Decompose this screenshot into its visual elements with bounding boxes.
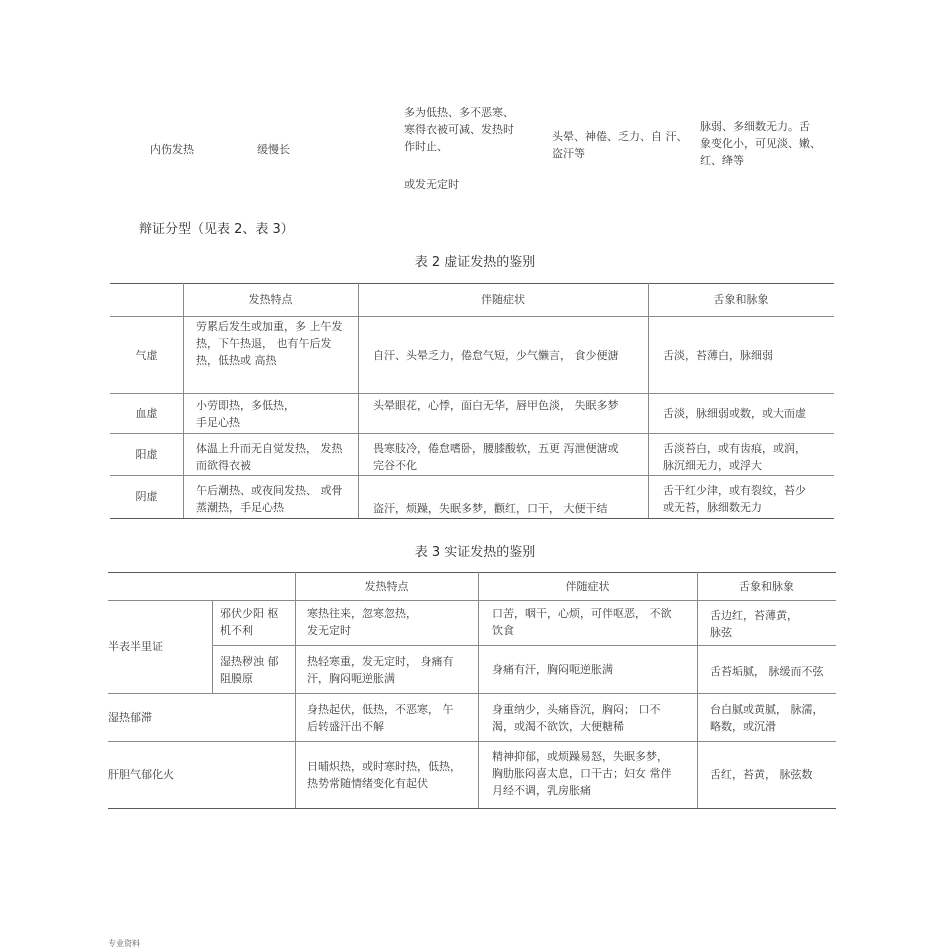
table3-row-fever: 寒热往来，忽寒忽热， 发无定时	[307, 607, 417, 637]
table3-row-tongue: 舌红，苔黄， 脉弦数	[710, 768, 813, 781]
table3-row-fever: 热轻寒重，发无定时， 身痛有 汗，胸闷呃逆胀满	[307, 655, 454, 685]
table3-caption: 表 3 实证发热的鉴别	[414, 545, 536, 560]
table3-row-fever: 日晡炽热，或时寒时热，低热， 热势常随情绪变化有起伏	[307, 760, 461, 790]
top-row-tongue-pulse: 脉弱、多细数无力。舌 象变化小，可见淡、嫩、 红、绛等	[700, 120, 821, 167]
table3-row-tongue: 舌边红，苔薄黄， 脉弦	[710, 609, 798, 639]
table2-row-tongue: 舌淡，苔薄白，脉细弱	[663, 349, 773, 362]
table2-row-rule	[110, 475, 834, 476]
table3-header-fever: 发热特点	[364, 580, 409, 593]
table2-row-type: 血虚	[135, 407, 158, 420]
table2-row-symptoms: 畏寒肢冷，倦怠嗜卧，腰膝酸软，五更 泻泄便溏或 完谷不化	[373, 442, 619, 472]
table2-row-fever: 午后潮热、或夜间发热、 或骨 蒸潮热，手足心热	[196, 484, 343, 514]
table2-row-tongue: 舌干红少津，或有裂纹，苔少 或无苔，脉细数无力	[663, 484, 806, 514]
top-row-fever-extra: 或发无定时	[404, 178, 459, 191]
table3-header-rule	[108, 600, 836, 601]
table3-row-rule	[212, 645, 836, 646]
table3-top-rule	[108, 572, 836, 573]
table3-col-rule	[212, 600, 213, 693]
table2-col-rule	[358, 283, 359, 518]
table2-row-rule	[110, 393, 834, 394]
table3-row-type: 湿热秽浊 郁 阻膜原	[220, 655, 279, 685]
page-footer: 专业资料	[108, 939, 140, 948]
table2-row-rule	[110, 433, 834, 434]
table3-row-type: 湿热郁滞	[108, 711, 152, 724]
table3-col-rule	[478, 572, 479, 808]
table3-row-tongue: 台白腻或黄腻， 脉濡， 略数，或沉滑	[710, 703, 824, 733]
table3-header-symptoms: 伴随症状	[565, 580, 610, 593]
table3-row-type: 邪伏少阳 枢 机不利	[220, 607, 279, 637]
table3-row-tongue: 舌苔垢腻， 脉缓而不弦	[710, 665, 824, 678]
table3-row-rule	[108, 741, 836, 742]
table3-row-symptoms: 精神抑郁，或烦躁易怒，失眠多梦， 胸肋胀闷喜太息，口干古；妇女 常伴 月经不调，乳房胀痛	[492, 750, 672, 797]
table3-row-fever: 身热起伏，低热，不恶寒， 午 后转盛汗出不解	[307, 703, 454, 733]
table2-row-symptoms: 盗汗，烦躁，失眠多梦，颧红，口干， 大便干结	[373, 502, 608, 515]
table2-row-type: 气虚	[135, 349, 158, 362]
table2-col-rule	[648, 283, 649, 518]
table2-header-symptoms: 伴随症状	[481, 293, 525, 306]
table3-row-symptoms: 身痛有汗，胸闷呃逆胀满	[492, 663, 613, 676]
table2-bottom-rule	[110, 518, 834, 519]
top-row-onset: 缓慢长	[257, 143, 290, 156]
table3-row-type: 肝胆气郁化火	[108, 768, 174, 781]
table2-row-type: 阳虚	[135, 448, 158, 461]
top-row-fever: 多为低热、多不恶寒、 寒得衣被可减、发热时 作时止、	[404, 106, 514, 153]
table2-row-symptoms: 头晕眼花，心悸，面白无华，唇甲色淡， 失眠多梦	[373, 399, 619, 412]
table2-row-tongue: 舌淡苔白，或有齿痕，或润， 脉沉细无力，或浮大	[663, 442, 806, 472]
table2-row-fever: 体温上升而无自觉发热， 发热 而欲得衣被	[196, 442, 343, 472]
section-heading: 辩证分型（见表 2、表 3）	[139, 222, 294, 237]
table2-row-symptoms: 自汗、头晕乏力，倦怠气短，少气懒言， 食少便溏	[373, 349, 619, 362]
table3-header-tongue: 舌象和脉象	[739, 580, 794, 593]
top-row-symptoms: 头晕、神倦、乏力、自 汗、 盗汗等	[552, 130, 688, 160]
table3-col-rule	[295, 572, 296, 808]
top-row-name: 内伤发热	[150, 143, 194, 156]
table3-col-rule	[697, 572, 698, 808]
table2-caption: 表 2 虚证发热的鉴别	[414, 255, 536, 270]
table2-top-rule	[110, 283, 834, 284]
table3-row-symptoms: 口苦，咽干，心烦，可伴呕恶， 不欲 饮食	[492, 607, 672, 637]
table3-row-rule	[108, 693, 836, 694]
table2-col-rule	[183, 283, 184, 518]
table3-row-symptoms: 身重纳少，头痛昏沉，胸闷； 口不 渴，或渴不欲饮，大便糖稀	[492, 703, 661, 733]
table2-row-fever: 小劳即热，多低热， 手足心热	[196, 399, 295, 429]
table3-bottom-rule	[108, 808, 836, 809]
table2-header-tongue: 舌象和脉象	[713, 293, 769, 306]
table3-group-label: 半表半里证	[108, 640, 163, 653]
table2-row-fever: 劳累后发生或加重，多 上午发 热，下午热退， 也有午后发 热，低热或 高热	[196, 320, 343, 367]
table2-row-tongue: 舌淡，脉细弱或数，或大而虚	[663, 407, 806, 420]
table2-header-fever: 发热特点	[248, 293, 293, 306]
table2-header-rule	[110, 316, 834, 317]
table2-row-type: 阴虚	[135, 490, 158, 503]
